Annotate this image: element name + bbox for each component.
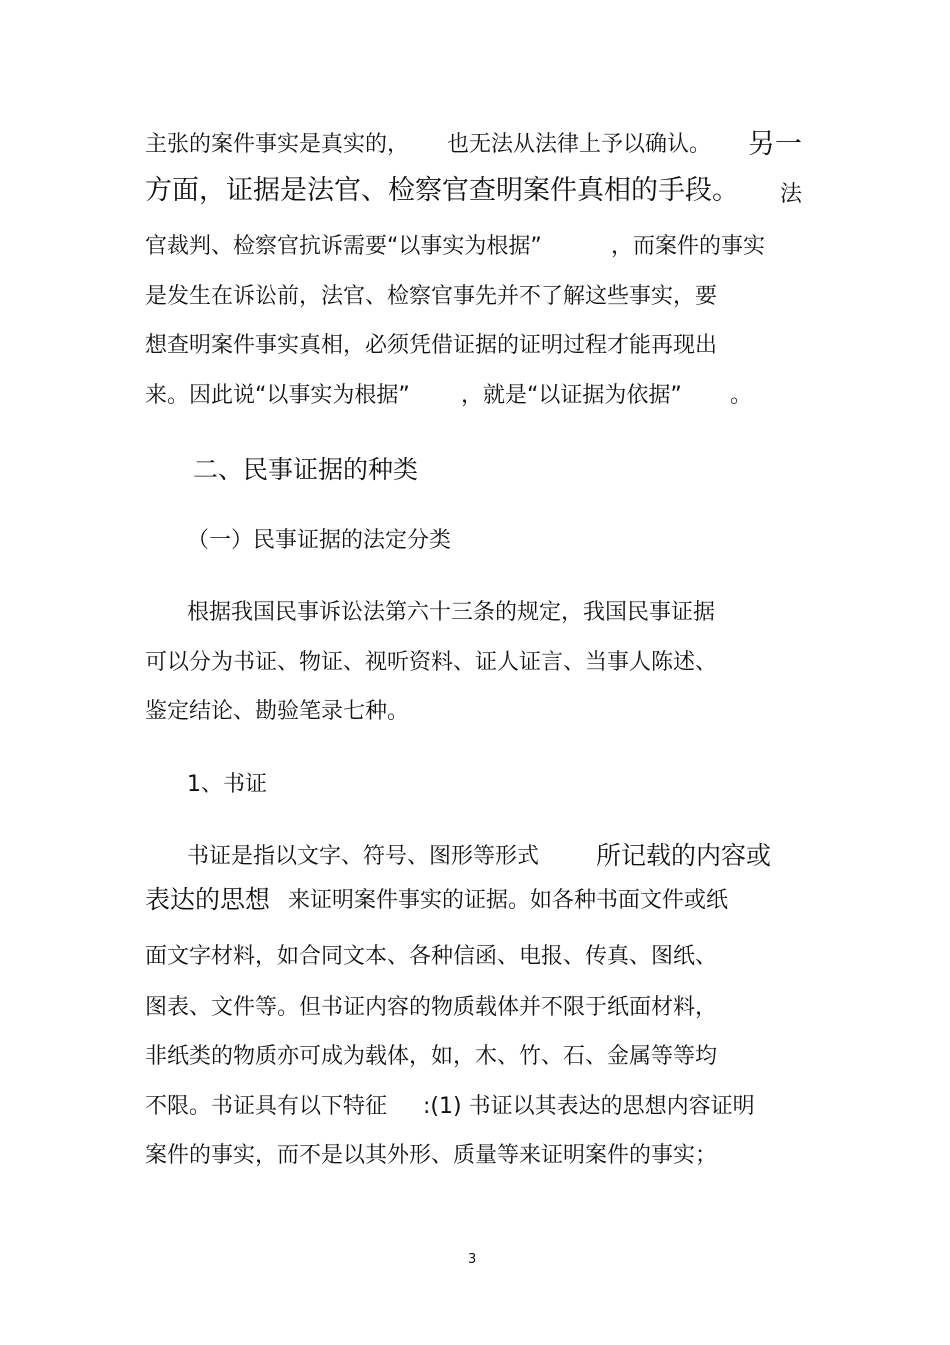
paragraph-line: 鉴定结论、勘验笔录七种。 — [145, 699, 410, 724]
paragraph-line: 案件的事实，而不是以其外形、质量等来证明案件的事实； — [145, 1143, 718, 1168]
subsection-heading: （一）民事证据的法定分类 — [187, 528, 452, 553]
page-number: 3 — [468, 1252, 477, 1267]
text-segment: 也无法从法律上予以确认。 — [447, 132, 712, 157]
text-line-4: 是发生在诉讼前，法官、检察官事先并不了解这些事实，要 — [145, 284, 718, 309]
paragraph-line: 图表、文件等。但书证内容的物质载体并不限于纸面材料， — [145, 995, 718, 1020]
text-segment: 所记载的内容或 — [596, 841, 772, 870]
text-segment: 主张的案件事实是真实的， — [145, 132, 410, 157]
text-segment: 来。因此说“以事实为根据” — [145, 383, 410, 408]
paragraph-line: 可以分为书证、物证、视听资料、证人证言、当事人陈述、 — [145, 650, 718, 675]
item-heading: 1、书证 — [187, 772, 267, 797]
text-segment: :(1) 书证以其表达的思想内容证明 — [423, 1094, 755, 1119]
paragraph-line: 非纸类的物质亦可成为载体，如，木、竹、石、金属等等均 — [145, 1044, 718, 1069]
text-segment: 。 — [730, 383, 753, 408]
paragraph-line: 面文字材料，如合同文本、各种信函、电报、传真、图纸、 — [145, 944, 718, 969]
text-segment: 官裁判、检察官抗诉需要“以事实为根据” — [145, 234, 542, 259]
text-segment: 表达的思想 — [145, 885, 271, 914]
text-segment: 另一 — [748, 129, 802, 160]
paragraph-line: 根据我国民事诉讼法第六十三条的规定，我国民事证据 — [187, 600, 716, 625]
text-segment: ，而案件的事实 — [611, 234, 766, 259]
text-segment: 方面，证据是法官、检察官查明案件真相的手段。 — [145, 175, 739, 206]
text-segment: 法 — [780, 182, 803, 207]
text-line-5: 想查明案件事实真相，必须凭借证据的证明过程才能再现出 — [145, 333, 718, 358]
text-segment: ，就是“以证据为依据” — [461, 383, 682, 408]
text-segment: 来证明案件事实的证据。如各种书面文件或纸 — [288, 888, 729, 913]
text-segment: 书证是指以文字、符号、图形等形式 — [187, 844, 540, 869]
text-segment: 不限。书证具有以下特征 — [145, 1094, 388, 1119]
section-heading: 二、民事证据的种类 — [193, 455, 419, 484]
